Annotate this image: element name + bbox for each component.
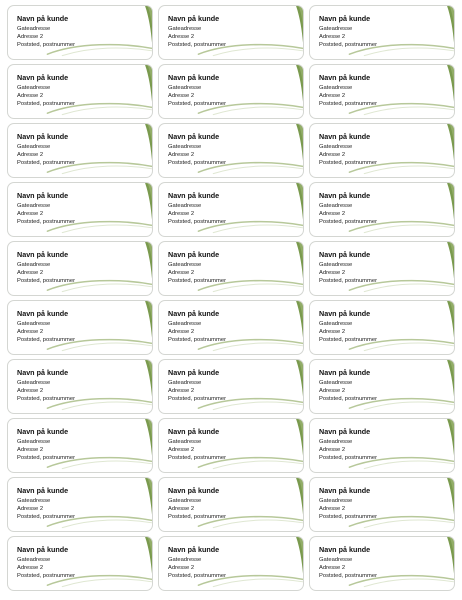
- address-label: [309, 182, 455, 237]
- label-text-block: [168, 73, 293, 109]
- street-address: Gateadresse: [319, 438, 353, 445]
- city-postal-code: Poststed, postnummer: [168, 396, 226, 403]
- street-address: Gateadresse: [17, 497, 51, 504]
- street-address: Gateadresse: [168, 261, 202, 268]
- street-address: Gateadresse: [168, 84, 202, 91]
- label-sheet: [7, 5, 455, 595]
- city-postal-code: Poststed, postnummer: [168, 573, 226, 580]
- city-postal-code: Poststed, postnummer: [17, 101, 75, 108]
- label-text-block: [168, 427, 293, 463]
- address-line-2: Adresse 2: [319, 92, 346, 99]
- label-text-block: [319, 486, 444, 522]
- label-text-block: [168, 132, 293, 168]
- address-label: [309, 123, 455, 178]
- customer-name: Navn på kunde: [17, 191, 69, 200]
- label-text-block: [319, 309, 444, 345]
- address-line-2: Adresse 2: [319, 564, 346, 571]
- address-label: [309, 477, 455, 532]
- customer-name: Navn på kunde: [17, 427, 69, 436]
- address-label: [309, 359, 455, 414]
- city-postal-code: Poststed, postnummer: [319, 573, 377, 580]
- address-line-2: Adresse 2: [17, 328, 44, 335]
- label-text-block: [319, 73, 444, 109]
- address-label: [7, 182, 153, 237]
- city-postal-code: Poststed, postnummer: [17, 337, 75, 344]
- street-address: Gateadresse: [319, 320, 353, 327]
- label-text-block: [17, 191, 142, 227]
- street-address: Gateadresse: [17, 84, 51, 91]
- customer-name: Navn på kunde: [17, 14, 69, 23]
- street-address: Gateadresse: [17, 438, 51, 445]
- city-postal-code: Poststed, postnummer: [17, 573, 75, 580]
- customer-name: Navn på kunde: [319, 427, 371, 436]
- label-text-block: [319, 191, 444, 227]
- label-text-block: [17, 309, 142, 345]
- city-postal-code: Poststed, postnummer: [319, 160, 377, 167]
- city-postal-code: Poststed, postnummer: [168, 514, 226, 521]
- address-line-2: Adresse 2: [319, 210, 346, 217]
- customer-name: Navn på kunde: [17, 132, 69, 141]
- address-line-2: Adresse 2: [168, 92, 195, 99]
- customer-name: Navn på kunde: [168, 132, 220, 141]
- city-postal-code: Poststed, postnummer: [168, 219, 226, 226]
- address-label: [309, 241, 455, 296]
- address-label: [309, 536, 455, 591]
- label-text-block: [168, 250, 293, 286]
- address-line-2: Adresse 2: [168, 33, 195, 40]
- street-address: Gateadresse: [17, 320, 51, 327]
- customer-name: Navn på kunde: [168, 191, 220, 200]
- address-line-2: Adresse 2: [17, 446, 44, 453]
- address-line-2: Adresse 2: [17, 151, 44, 158]
- address-label: [7, 359, 153, 414]
- city-postal-code: Poststed, postnummer: [319, 514, 377, 521]
- customer-name: Navn på kunde: [319, 250, 371, 259]
- label-text-block: [168, 545, 293, 581]
- address-label: [158, 5, 304, 60]
- city-postal-code: Poststed, postnummer: [17, 514, 75, 521]
- label-text-block: [17, 132, 142, 168]
- customer-name: Navn på kunde: [17, 486, 69, 495]
- city-postal-code: Poststed, postnummer: [319, 337, 377, 344]
- address-line-2: Adresse 2: [319, 446, 346, 453]
- customer-name: Navn på kunde: [17, 309, 69, 318]
- address-line-2: Adresse 2: [168, 210, 195, 217]
- address-label: [158, 300, 304, 355]
- label-text-block: [319, 14, 444, 50]
- customer-name: Navn på kunde: [168, 73, 220, 82]
- city-postal-code: Poststed, postnummer: [319, 219, 377, 226]
- street-address: Gateadresse: [168, 556, 202, 563]
- customer-name: Navn på kunde: [319, 545, 371, 554]
- city-postal-code: Poststed, postnummer: [319, 396, 377, 403]
- label-text-block: [17, 73, 142, 109]
- customer-name: Navn på kunde: [319, 486, 371, 495]
- customer-name: Navn på kunde: [319, 191, 371, 200]
- street-address: Gateadresse: [17, 202, 51, 209]
- customer-name: Navn på kunde: [168, 309, 220, 318]
- customer-name: Navn på kunde: [319, 368, 371, 377]
- city-postal-code: Poststed, postnummer: [319, 278, 377, 285]
- label-text-block: [17, 14, 142, 50]
- city-postal-code: Poststed, postnummer: [17, 396, 75, 403]
- address-line-2: Adresse 2: [168, 151, 195, 158]
- street-address: Gateadresse: [17, 556, 51, 563]
- address-label: [309, 64, 455, 119]
- address-line-2: Adresse 2: [17, 210, 44, 217]
- street-address: Gateadresse: [17, 143, 51, 150]
- address-line-2: Adresse 2: [17, 92, 44, 99]
- address-label: [7, 300, 153, 355]
- label-text-block: [17, 486, 142, 522]
- customer-name: Navn på kunde: [17, 73, 69, 82]
- address-line-2: Adresse 2: [319, 151, 346, 158]
- customer-name: Navn på kunde: [319, 132, 371, 141]
- label-text-block: [168, 309, 293, 345]
- city-postal-code: Poststed, postnummer: [17, 42, 75, 49]
- label-text-block: [319, 545, 444, 581]
- street-address: Gateadresse: [319, 261, 353, 268]
- address-line-2: Adresse 2: [17, 505, 44, 512]
- customer-name: Navn på kunde: [17, 250, 69, 259]
- street-address: Gateadresse: [168, 25, 202, 32]
- address-line-2: Adresse 2: [17, 33, 44, 40]
- city-postal-code: Poststed, postnummer: [168, 278, 226, 285]
- label-text-block: [319, 427, 444, 463]
- address-label: [7, 477, 153, 532]
- address-line-2: Adresse 2: [319, 505, 346, 512]
- city-postal-code: Poststed, postnummer: [168, 42, 226, 49]
- street-address: Gateadresse: [319, 379, 353, 386]
- city-postal-code: Poststed, postnummer: [168, 160, 226, 167]
- label-text-block: [168, 368, 293, 404]
- address-line-2: Adresse 2: [168, 505, 195, 512]
- label-text-block: [17, 427, 142, 463]
- city-postal-code: Poststed, postnummer: [17, 455, 75, 462]
- label-text-block: [168, 191, 293, 227]
- label-text-block: [17, 368, 142, 404]
- city-postal-code: Poststed, postnummer: [17, 160, 75, 167]
- address-line-2: Adresse 2: [319, 33, 346, 40]
- customer-name: Navn på kunde: [168, 427, 220, 436]
- address-label: [158, 477, 304, 532]
- street-address: Gateadresse: [319, 202, 353, 209]
- label-text-block: [168, 486, 293, 522]
- city-postal-code: Poststed, postnummer: [319, 42, 377, 49]
- customer-name: Navn på kunde: [168, 14, 220, 23]
- customer-name: Navn på kunde: [319, 309, 371, 318]
- address-line-2: Adresse 2: [319, 269, 346, 276]
- address-line-2: Adresse 2: [168, 564, 195, 571]
- address-label: [158, 64, 304, 119]
- address-label: [309, 300, 455, 355]
- city-postal-code: Poststed, postnummer: [168, 455, 226, 462]
- street-address: Gateadresse: [168, 379, 202, 386]
- address-label: [158, 182, 304, 237]
- street-address: Gateadresse: [17, 261, 51, 268]
- address-label: [158, 123, 304, 178]
- label-text-block: [17, 545, 142, 581]
- label-text-block: [319, 368, 444, 404]
- city-postal-code: Poststed, postnummer: [17, 278, 75, 285]
- customer-name: Navn på kunde: [168, 486, 220, 495]
- label-text-block: [168, 14, 293, 50]
- street-address: Gateadresse: [168, 320, 202, 327]
- customer-name: Navn på kunde: [168, 368, 220, 377]
- address-label: [158, 241, 304, 296]
- city-postal-code: Poststed, postnummer: [168, 337, 226, 344]
- address-line-2: Adresse 2: [168, 446, 195, 453]
- address-label: [7, 241, 153, 296]
- label-text-block: [17, 250, 142, 286]
- customer-name: Navn på kunde: [17, 368, 69, 377]
- street-address: Gateadresse: [168, 202, 202, 209]
- street-address: Gateadresse: [168, 143, 202, 150]
- address-label: [7, 536, 153, 591]
- customer-name: Navn på kunde: [319, 73, 371, 82]
- address-line-2: Adresse 2: [168, 269, 195, 276]
- address-line-2: Adresse 2: [17, 564, 44, 571]
- address-label: [158, 536, 304, 591]
- address-line-2: Adresse 2: [17, 387, 44, 394]
- address-line-2: Adresse 2: [17, 269, 44, 276]
- address-line-2: Adresse 2: [168, 387, 195, 394]
- address-label: [7, 123, 153, 178]
- customer-name: Navn på kunde: [17, 545, 69, 554]
- label-text-block: [319, 250, 444, 286]
- address-label: [7, 418, 153, 473]
- city-postal-code: Poststed, postnummer: [168, 101, 226, 108]
- street-address: Gateadresse: [319, 143, 353, 150]
- address-line-2: Adresse 2: [319, 387, 346, 394]
- street-address: Gateadresse: [319, 556, 353, 563]
- city-postal-code: Poststed, postnummer: [17, 219, 75, 226]
- city-postal-code: Poststed, postnummer: [319, 101, 377, 108]
- street-address: Gateadresse: [319, 497, 353, 504]
- customer-name: Navn på kunde: [168, 545, 220, 554]
- street-address: Gateadresse: [17, 379, 51, 386]
- customer-name: Navn på kunde: [168, 250, 220, 259]
- street-address: Gateadresse: [319, 84, 353, 91]
- address-label: [309, 5, 455, 60]
- address-label: [158, 359, 304, 414]
- customer-name: Navn på kunde: [319, 14, 371, 23]
- address-line-2: Adresse 2: [319, 328, 346, 335]
- address-label: [158, 418, 304, 473]
- city-postal-code: Poststed, postnummer: [319, 455, 377, 462]
- street-address: Gateadresse: [168, 438, 202, 445]
- street-address: Gateadresse: [17, 25, 51, 32]
- street-address: Gateadresse: [319, 25, 353, 32]
- address-label: [7, 64, 153, 119]
- address-label: [309, 418, 455, 473]
- label-text-block: [319, 132, 444, 168]
- street-address: Gateadresse: [168, 497, 202, 504]
- address-label: [7, 5, 153, 60]
- address-line-2: Adresse 2: [168, 328, 195, 335]
